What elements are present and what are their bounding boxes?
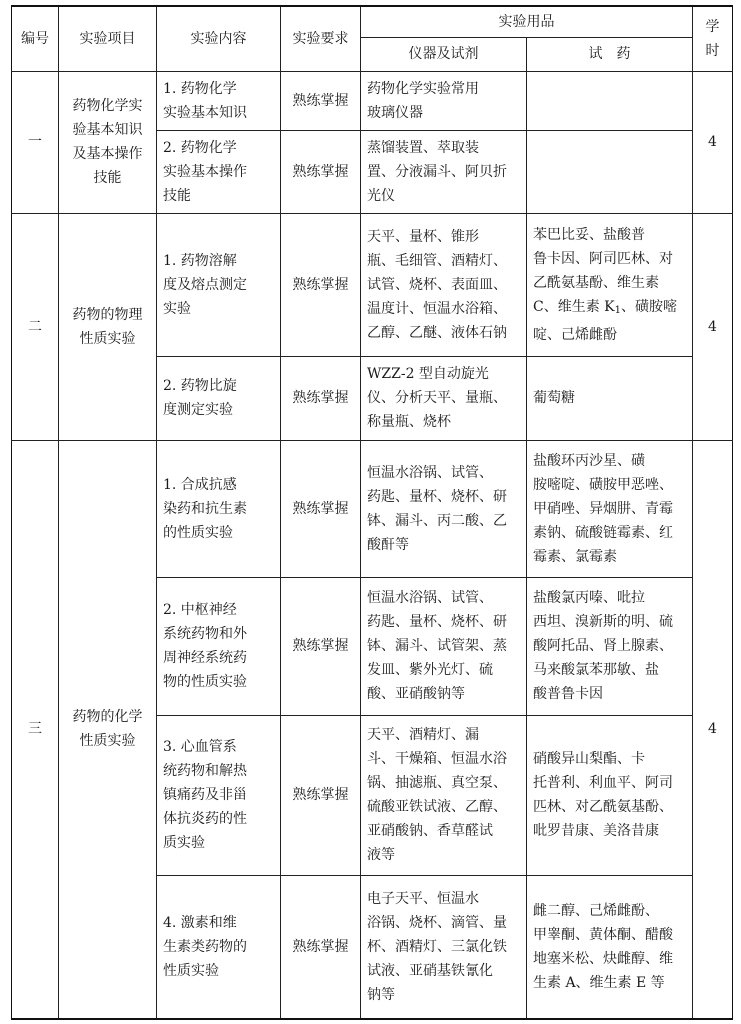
instruments-cell: 蒸馏装置、萃取装 置、分液漏斗、阿贝折 光仪 — [361, 130, 527, 213]
header-requirement: 实验要求 — [281, 6, 361, 71]
subscript: 1 — [614, 304, 621, 316]
instruments-cell: 药物化学实验常用 玻璃仪器 — [361, 71, 527, 130]
header-hours: 学时 — [693, 6, 733, 71]
experiment-content: 2. 药物化学 实验基本操作 技能 — [157, 130, 281, 213]
experiment-table — [11, 5, 733, 1020]
header-content: 实验内容 — [157, 6, 281, 71]
reagents-cell — [527, 213, 693, 356]
experiment-requirement: 熟练掌握 — [281, 875, 361, 1019]
header-supplies: 实验用品 — [361, 6, 693, 37]
reagents-cell: 葡萄糖 — [527, 356, 693, 440]
group-project: 药物化学实 验基本知识 及基本操作 技能 — [59, 71, 157, 213]
experiment-requirement: 熟练掌握 — [281, 213, 361, 356]
header-num: 编号 — [12, 6, 59, 71]
experiment-content: 4. 激素和维 生素类药物的 性质实验 — [157, 875, 281, 1019]
table-row — [12, 71, 733, 130]
group-num: 一 — [12, 71, 59, 213]
table-row — [12, 213, 733, 356]
reagents-cell: 硝酸异山梨酯、卡 托普利、利血平、阿司 匹林、对乙酰氨基酚、 吡罗昔康、美洛昔康 — [527, 715, 693, 875]
header-project: 实验项目 — [59, 6, 157, 71]
experiment-content: 2. 药物比旋 度测定实验 — [157, 356, 281, 440]
table-row — [12, 440, 733, 577]
experiment-content: 3. 心血管系 统药物和解热 镇痛药及非甾 体抗炎药的性 质实验 — [157, 715, 281, 875]
reagents-cell: 盐酸环丙沙星、磺 胺嘧啶、磺胺甲恶唑、 甲硝唑、异烟肼、青霉 素钠、硫酸链霉素、红 霉素、氯霉素 — [527, 440, 693, 577]
group-hours: 4 — [693, 213, 733, 440]
reagents-cell: 盐酸氯丙嗪、吡拉 西坦、溴新斯的明、硫 酸阿托品、肾上腺素、 马来酸氯苯那敏、盐 酸普鲁卡因 — [527, 577, 693, 715]
instruments-cell: 电子天平、恒温水 浴锅、烧杯、滴管、量 杯、酒精灯、三氯化铁 试液、亚硝基铁氰化 钠等 — [361, 875, 527, 1019]
group-project: 药物的物理 性质实验 — [59, 213, 157, 440]
reagents-cell — [527, 71, 693, 130]
experiment-content: 1. 药物溶解 度及熔点测定 实验 — [157, 213, 281, 356]
group-hours: 4 — [693, 71, 733, 213]
reagents-text-tail: 、磺胺嘧 啶、己烯雌酚 — [533, 298, 677, 343]
experiment-requirement: 熟练掌握 — [281, 577, 361, 715]
experiment-requirement: 熟练掌握 — [281, 356, 361, 440]
instruments-cell: 天平、酒精灯、漏 斗、干燥箱、恒温水浴 锅、抽滤瓶、真空泵、 硫酸亚铁试液、乙醇、 亚硝酸钠、香草醛试 液等 — [361, 715, 527, 875]
header-reagents: 试 药 — [527, 37, 693, 71]
group-hours: 4 — [693, 440, 733, 1019]
reagents-text: 苯巴比妥、盐酸普 鲁卡因、阿司匹林、对 乙酰氨基酚、维生素 C、维生素 K — [533, 226, 673, 315]
instruments-cell: WZZ-2 型自动旋光 仪、分析天平、量瓶、 称量瓶、烧杯 — [361, 356, 527, 440]
reagents-cell: 雌二醇、己烯雌酚、 甲睾酮、黄体酮、醋酸 地塞米松、炔雌醇、维 生素 A、维生素 E 等 — [527, 875, 693, 1019]
reagents-cell — [527, 130, 693, 213]
experiment-requirement: 熟练掌握 — [281, 71, 361, 130]
header-instruments: 仪器及试剂 — [361, 37, 527, 71]
experiment-content: 1. 药物化学 实验基本知识 — [157, 71, 281, 130]
experiment-content: 1. 合成抗感 染药和抗生素 的性质实验 — [157, 440, 281, 577]
group-num: 三 — [12, 440, 59, 1019]
instruments-cell: 恒温水浴锅、试管、 药匙、量杯、烧杯、研 钵、漏斗、试管架、蒸 发皿、紫外光灯、硫 酸、亚硝酸钠等 — [361, 577, 527, 715]
experiment-requirement: 熟练掌握 — [281, 440, 361, 577]
group-project: 药物的化学 性质实验 — [59, 440, 157, 1019]
experiment-requirement: 熟练掌握 — [281, 715, 361, 875]
instruments-cell: 恒温水浴锅、试管、 药匙、量杯、烧杯、研 钵、漏斗、丙二酸、乙 酸酐等 — [361, 440, 527, 577]
group-num: 二 — [12, 213, 59, 440]
experiment-content: 2. 中枢神经 系统药物和外 周神经系统药 物的性质实验 — [157, 577, 281, 715]
instruments-cell: 天平、量杯、锥形 瓶、毛细管、酒精灯、 试管、烧杯、表面皿、 温度计、恒温水浴箱、 乙醇、乙醚、液体石钠 — [361, 213, 527, 356]
experiment-requirement: 熟练掌握 — [281, 130, 361, 213]
